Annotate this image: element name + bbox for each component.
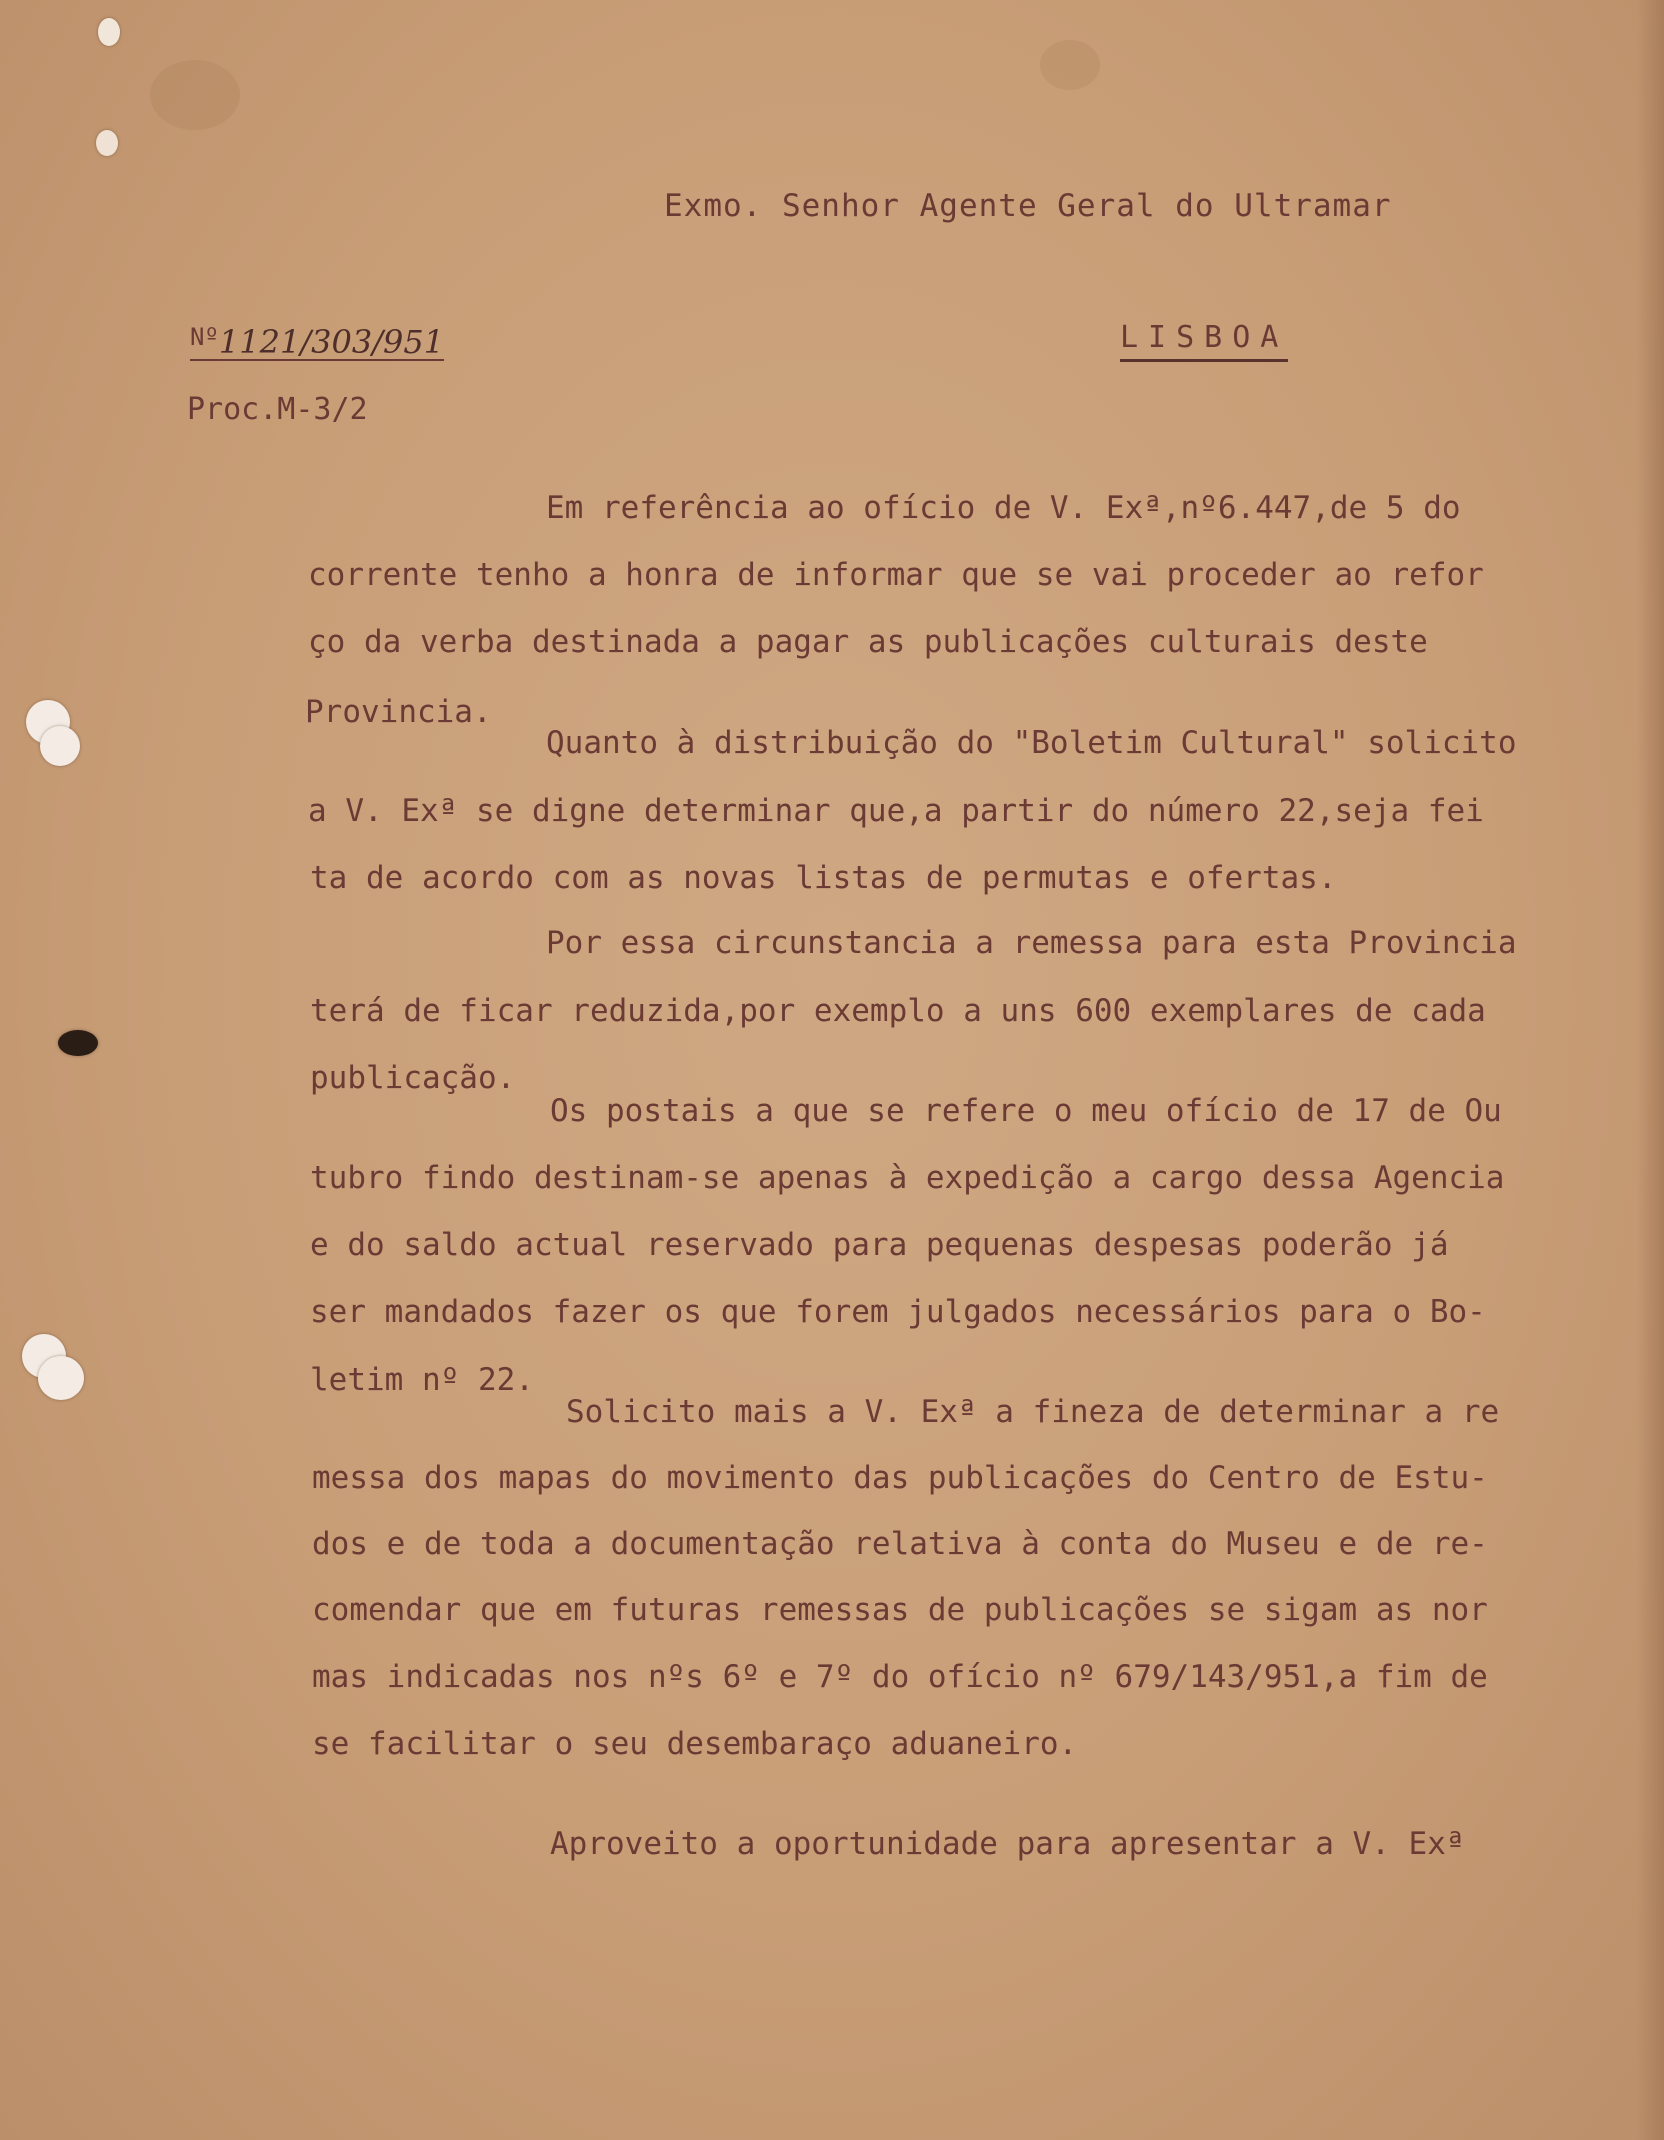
body-line: Quanto à distribuição do "Boletim Cultural" solicito [546, 725, 1517, 761]
punch-hole [98, 18, 120, 46]
reference-prefix: Nº [190, 323, 219, 351]
body-line: letim nº 22. [310, 1362, 534, 1398]
body-line: dos e de toda a documentação relativa à conta do Museu e de re- [312, 1526, 1488, 1562]
body-line: tubro findo destinam-se apenas à expedição a cargo dessa Agencia [310, 1160, 1505, 1196]
body-line: ser mandados fazer os que forem julgados necessários para o Bo- [310, 1294, 1486, 1330]
body-line: Os postais a que se refere o meu ofício de 17 de Ou [550, 1093, 1502, 1129]
body-line: Em referência ao ofício de V. Exª,nº6.447,de 5 do [546, 490, 1461, 526]
body-line: messa dos mapas do movimento das publicações do Centro de Estu- [312, 1460, 1488, 1496]
paper-stain [150, 60, 240, 130]
punch-hole [58, 1030, 98, 1056]
body-line: Por essa circunstancia a remessa para esta Provincia [546, 925, 1517, 961]
body-line: corrente tenho a honra de informar que se vai proceder ao refor [308, 557, 1484, 593]
punch-hole [38, 1356, 84, 1400]
paper-stain [1040, 40, 1100, 90]
place: LISBOA [1120, 320, 1288, 362]
body-line: Provincia. [305, 694, 492, 730]
process-number: Proc.M-3/2 [187, 392, 368, 427]
body-line: terá de ficar reduzida,por exemplo a uns 600 exemplares de cada [310, 993, 1486, 1029]
body-line: se facilitar o seu desembaraço aduaneiro. [312, 1726, 1078, 1762]
paper-edge [1636, 0, 1664, 2140]
body-line: Solicito mais a V. Exª a fineza de determinar a re [566, 1394, 1500, 1430]
body-line: comendar que em futuras remessas de publicações se sigam as nor [312, 1592, 1488, 1628]
body-line: mas indicadas nos nºs 6º e 7º do ofício nº 679/143/951,a fim de [312, 1659, 1488, 1695]
reference-number [190, 323, 444, 361]
addressee: Exmo. Senhor Agente Geral do Ultramar [664, 188, 1392, 224]
body-line: publicação. [310, 1060, 516, 1096]
punch-hole [96, 130, 118, 156]
reference-handwritten: 1121/303/951 [218, 323, 445, 361]
body-line: a V. Exª se digne determinar que,a partir do número 22,seja fei [308, 793, 1484, 829]
body-line: e do saldo actual reservado para pequenas despesas poderão já [310, 1227, 1449, 1263]
closing-line: Aproveito a oportunidade para apresentar a V. Exª [550, 1826, 1465, 1862]
body-line: ço da verba destinada a pagar as publicações culturais deste [308, 624, 1428, 660]
body-line: ta de acordo com as novas listas de permutas e ofertas. [310, 860, 1337, 896]
punch-hole [40, 726, 80, 766]
